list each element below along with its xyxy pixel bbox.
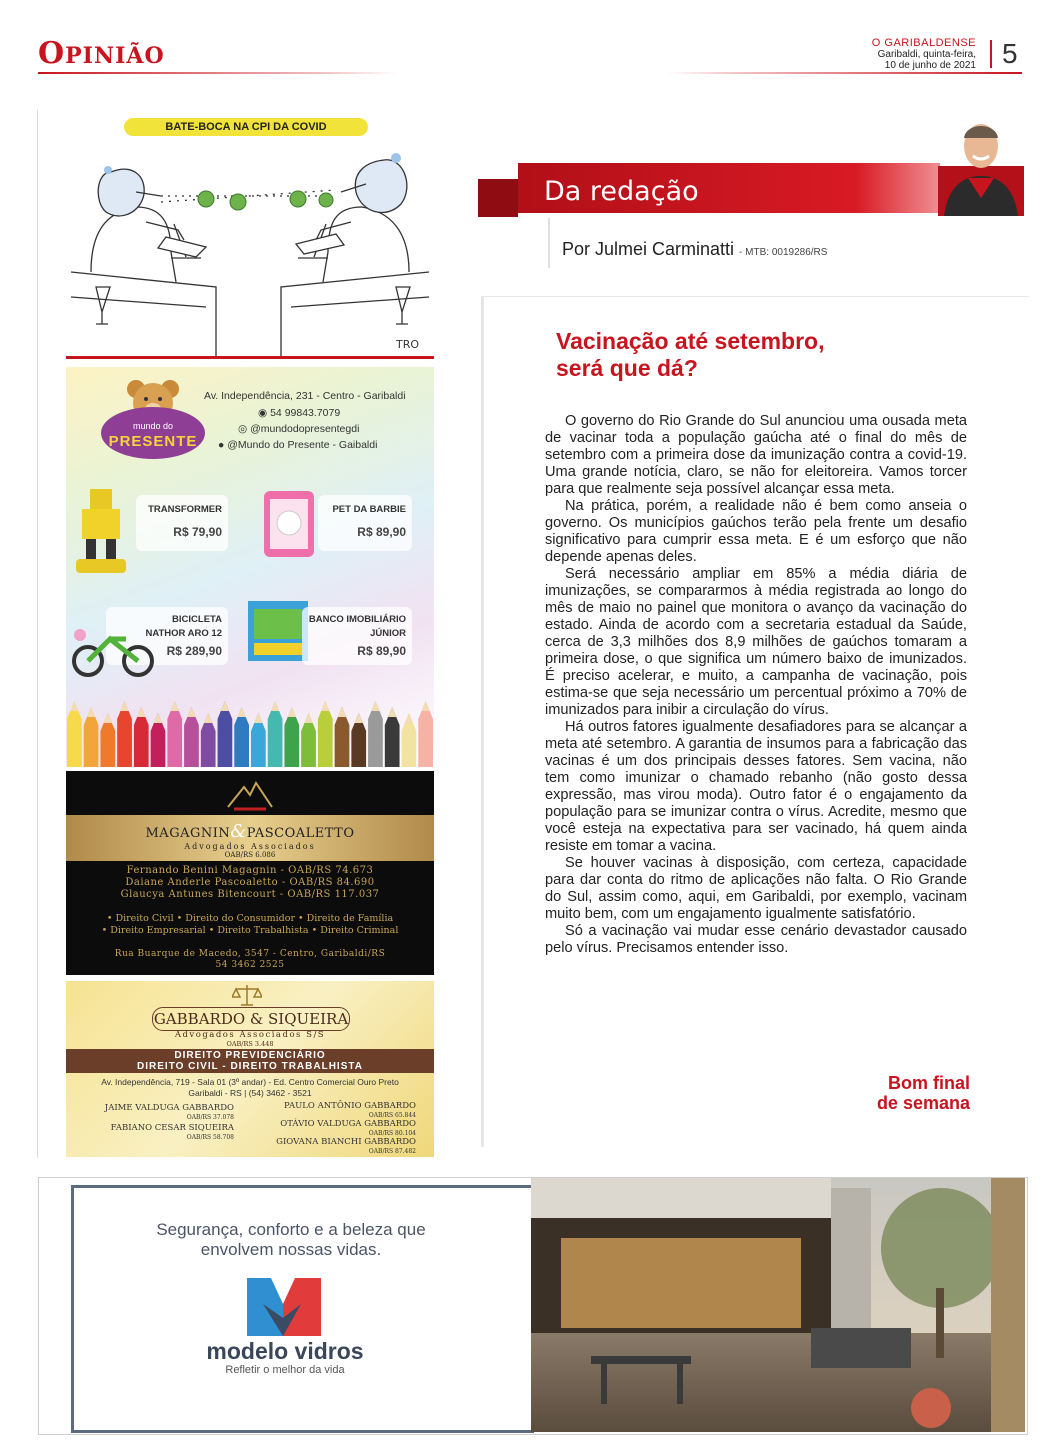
product-3-name-1: BICICLETA <box>172 614 222 625</box>
store-instagram: ◎ @mundodopresentegdi <box>238 423 360 435</box>
law2-firm-name: GABBARDO & SIQUEIRA <box>152 1007 350 1031</box>
article-headline <box>556 328 936 382</box>
pencil-tip <box>87 707 95 717</box>
cartoon-signature: TRO <box>396 338 420 351</box>
article-paragraph: Será necessário ampliar em 85% a média diária de imunizações, se compararmos à média registrada ao longo do mês de maio no painel que monitora o avanço da vacinação do estado. Ainda de acordo com a secretaria estadual da Saúde, cerca de 3,3 milhões dos 8,9 milhões de gaúchos tomaram a primeira dose, o que significa um número baixo de imunizados. É preciso acelerar, e muito, a campanha de vacinação, pois estima-se que seja necessário um percentual próximo a 70% de imunizados para inibir a circulação do vírus. <box>545 566 967 718</box>
law2-lawyer-4-oab: OAB/RS 80.104 <box>368 1130 416 1137</box>
header-rule-right <box>666 72 1022 74</box>
headline-line-2: será que dá? <box>556 355 698 381</box>
law2-oab: OAB/RS 3.448 <box>226 1040 274 1048</box>
product-1-price: R$ 79,90 <box>173 525 222 539</box>
law1-phone: 54 3462 2525 <box>215 960 285 970</box>
store-phone-text: 54 99843.7079 <box>270 407 341 419</box>
pencil-tip <box>371 701 379 711</box>
logo-line-1: mundo do <box>132 421 174 431</box>
editorial-cartoon <box>66 112 434 358</box>
law1-areas-2: • Direito Empresarial • Direito Trabalhista • Direito Criminal <box>101 925 399 936</box>
page-number: 5 <box>1002 38 1018 69</box>
law2-lawyer-5 <box>252 1137 416 1157</box>
byline-mtb: - MTB: 0019286/RS <box>739 247 828 258</box>
law2-lawyer-2-name: PAULO ANTÔNIO GABBARDO <box>284 1101 416 1111</box>
pencil-tip <box>154 713 162 723</box>
ad-brand-slogan: Refletir o melhor da vida <box>225 1364 345 1376</box>
ad-tagline-2: envolvem nossas vidas. <box>200 1240 382 1259</box>
signoff-line-1: Bom final <box>887 1073 970 1093</box>
law2-subtitle: Advogados Associados S/S <box>174 1030 326 1040</box>
bicycle-icon <box>70 625 160 677</box>
law1-address: Rua Buarque de Macedo, 3547 - Centro, Garibaldi/RS <box>114 949 386 959</box>
section-title-initial: O <box>38 36 66 71</box>
pencil-tip <box>321 701 329 711</box>
dateline-2: 10 de junho de 2021 <box>884 60 976 71</box>
pencil-tip <box>388 707 396 717</box>
product-4-price: R$ 89,90 <box>357 644 406 658</box>
pencil-tip <box>237 707 245 717</box>
board-game-icon <box>246 599 310 663</box>
law1-firm-name <box>66 821 434 842</box>
law-firm-ad-magagnin <box>66 771 434 975</box>
law2-lawyer-1 <box>84 1103 234 1123</box>
dateline-1: Garibaldi, quinta-feira, <box>877 49 976 60</box>
pencil-tip <box>254 713 262 723</box>
article-signoff <box>820 1073 970 1113</box>
article-paragraph: Há outros fatores igualmente desafiadores para se alcançar a meta até setembro. A garantia de insumos para a fabricação das vacinas é um dos principais desses fatores. Sem vacina, não tem como imunizar o chamado rebanho (não gosto dessa expressão, mas virou moda). Outro fator é o engajamento da população para se imunizar contra o vírus. Acredite, mesmo que você esteja na expectativa para ser vacinado, há quem ainda resiste em tomar a vacina. <box>545 719 967 854</box>
headline-line-1: Vacinação até setembro, <box>556 328 825 354</box>
law2-lawyer-4 <box>252 1119 416 1139</box>
header-rule-left <box>38 72 398 74</box>
law2-address-1: Av. Independência, 719 - Sala 01 (3º andar) - Ed. Centro Comercial Ouro Preto <box>101 1077 399 1087</box>
article-body <box>545 413 967 957</box>
section-title-rest: PINIÃO <box>65 43 165 69</box>
law1-oab: OAB/RS 6.086 <box>224 851 276 859</box>
article-paragraph: Se houver vacinas à disposição, com certeza, capacidade para dar conta do ritmo de aplicações não falta. O Rio Grande do Sul, assim como, aqui, em Garibaldi, por exemplo, vacinam muito bem, com um engajamento igualmente satisfatório. <box>545 855 967 922</box>
pencil-tip <box>104 713 112 723</box>
law1-lawyer-3: Glaucya Antunes Bitencourt - OAB/RS 117.037 <box>120 889 380 900</box>
law-firm-ad-gabbardo <box>66 981 434 1157</box>
law2-lawyer-3 <box>84 1123 234 1143</box>
law2-lawyer-2 <box>262 1101 416 1121</box>
left-column-rule <box>37 110 38 1158</box>
product-card-4 <box>302 607 412 665</box>
store-logo <box>98 375 208 471</box>
publication-name: O GARIBALDENSE <box>871 37 976 49</box>
ad-tagline-1: Segurança, conforto e a beleza que <box>156 1220 426 1239</box>
cartoon-title: BATE-BOCA NA CPI DA COVID <box>124 118 368 136</box>
law2-band-2: DIREITO CIVIL - DIREITO TRABALHISTA <box>137 1061 363 1072</box>
ad-brand-name: modelo vidros <box>206 1338 364 1364</box>
law1-areas-1: • Direito Civil • Direito do Consumidor • Direito de Família <box>106 913 394 924</box>
mountain-logo-icon <box>226 779 274 813</box>
pencil-tip <box>70 701 78 711</box>
law1-name-left: MAGAGNIN <box>145 826 231 841</box>
cartoon-drawing <box>66 112 434 358</box>
pencil-tip <box>171 701 179 711</box>
byline <box>562 239 827 260</box>
store-address: Av. Independência, 231 - Centro - Garibaldi <box>204 390 406 402</box>
law1-practice-areas <box>66 913 434 937</box>
pencil-tip <box>187 707 195 717</box>
law1-ampersand: & <box>230 821 247 842</box>
pencil-tip <box>421 701 429 711</box>
pencil-tip <box>271 701 279 711</box>
ad-tagline <box>106 1220 476 1260</box>
pencil-tip <box>304 713 312 723</box>
product-4-name-1: BANCO IMOBILIÁRIO <box>308 614 406 625</box>
law2-practice-band <box>66 1049 434 1073</box>
pencil-tip <box>221 701 229 711</box>
law2-lawyer-4-name: OTÁVIO VALDUGA GABBARDO <box>280 1119 416 1129</box>
product-2-price: R$ 89,90 <box>357 525 406 539</box>
law1-name-right: PASCOALETTO <box>246 826 355 841</box>
author-photo <box>938 112 1024 216</box>
masthead <box>872 38 976 71</box>
pencil-tip <box>288 707 296 717</box>
store-facebook-text: @Mundo do Presente - Gaibaldi <box>227 439 378 451</box>
product-card-2 <box>318 495 412 551</box>
law2-lawyer-5-name: GIOVANA BIANCHI GABBARDO <box>276 1137 416 1147</box>
product-1-name: TRANSFORMER <box>148 504 222 515</box>
terrace-photo <box>531 1178 1025 1432</box>
law2-lawyer-5-oab: OAB/RS 87.482 <box>368 1148 416 1155</box>
pencil-tip <box>355 713 363 723</box>
board-game-image <box>246 599 310 663</box>
toy-pet-icon <box>262 489 316 559</box>
product-3-price: R$ 289,90 <box>166 644 222 658</box>
byline-author: Por Julmei Carminatti <box>562 239 735 259</box>
product-4-name-2: JÚNIOR <box>370 628 406 639</box>
pencil-tip <box>204 713 212 723</box>
page-number-divider <box>990 40 992 68</box>
product-2-name: PET DA BARBIE <box>332 504 406 515</box>
law2-lawyer-3-oab: OAB/RS 58.708 <box>186 1134 234 1141</box>
store-facebook: ● @Mundo do Presente - Gaibaldi <box>218 439 378 451</box>
product-card-1 <box>136 495 228 551</box>
barbie-pet-image <box>262 489 316 559</box>
article-paragraph: Só a vacinação vai mudar esse cenário devastador causado pelo vírus. Precisamos entender isso. <box>545 923 967 956</box>
pencil-tip <box>405 713 413 723</box>
bicycle-image <box>70 625 160 677</box>
signoff-line-2: de semana <box>876 1093 970 1113</box>
pencil-tip <box>338 707 346 717</box>
law1-lawyer-1: Fernando Benini Magagnin - OAB/RS 74.673 <box>126 865 374 876</box>
product-3-name-2: NATHOR ARO 12 <box>145 628 222 639</box>
law1-subtitle: Advogados Associados <box>184 842 316 851</box>
store-instagram-text: @mundodopresentegdi <box>250 423 360 435</box>
law2-band-1: DIREITO PREVIDENCIÁRIO <box>174 1050 326 1061</box>
toy-store-ad <box>66 367 434 767</box>
law1-lawyer-list <box>66 865 434 901</box>
article-paragraph: Na prática, porém, a realidade não é bem como anseia o governo. Os municípios gaúchos terão pela frente um desafio significativo para cumprir essa meta. E é um esforço que não depende apenas deles. <box>545 498 967 565</box>
law1-contact <box>66 949 434 971</box>
article-paragraph: O governo do Rio Grande do Sul anunciou uma ousada meta de vacinar toda a população gaúcha até o final do mês de setembro com a primeira dose da imunização contra a covid-19. Uma grande notícia, claro, se não for eleitoreira. Vamos torcer para que realmente seja possível alcançar essa meta. <box>545 413 967 497</box>
law2-lawyer-2-oab: OAB/RS 65.844 <box>368 1112 416 1119</box>
modelo-vidros-logo-icon <box>243 1274 323 1336</box>
transformer-image <box>72 483 132 575</box>
colored-pencils <box>66 697 434 767</box>
law2-lawyer-1-name: JAIME VALDUGA GABBARDO <box>104 1103 234 1113</box>
scales-of-justice-icon <box>232 983 262 1007</box>
law2-contact <box>66 1077 434 1099</box>
store-phone: ◉ 54 99843.7079 <box>258 407 341 419</box>
column-banner-title: Da redação <box>544 176 699 207</box>
cartoon-rule <box>66 356 434 359</box>
logo-line-2: PRESENTE <box>108 433 198 450</box>
section-title <box>38 36 165 71</box>
law1-lawyer-2: Daiane Anderle Pascoaletto - OAB/RS 84.690 <box>125 877 375 888</box>
law2-lawyer-3-name: FABIANO CESAR SIQUEIRA <box>110 1123 234 1133</box>
column-banner <box>478 163 940 217</box>
pencil-tip <box>137 707 145 717</box>
law1-name-band <box>66 815 434 861</box>
toy-robot-icon <box>72 483 132 575</box>
law2-address-2: Garibaldi - RS | (54) 3462 - 3521 <box>188 1088 312 1098</box>
pencil-tip <box>120 701 128 711</box>
author-divider <box>548 218 550 268</box>
law2-lawyer-1-oab: OAB/RS 37.078 <box>186 1114 234 1121</box>
